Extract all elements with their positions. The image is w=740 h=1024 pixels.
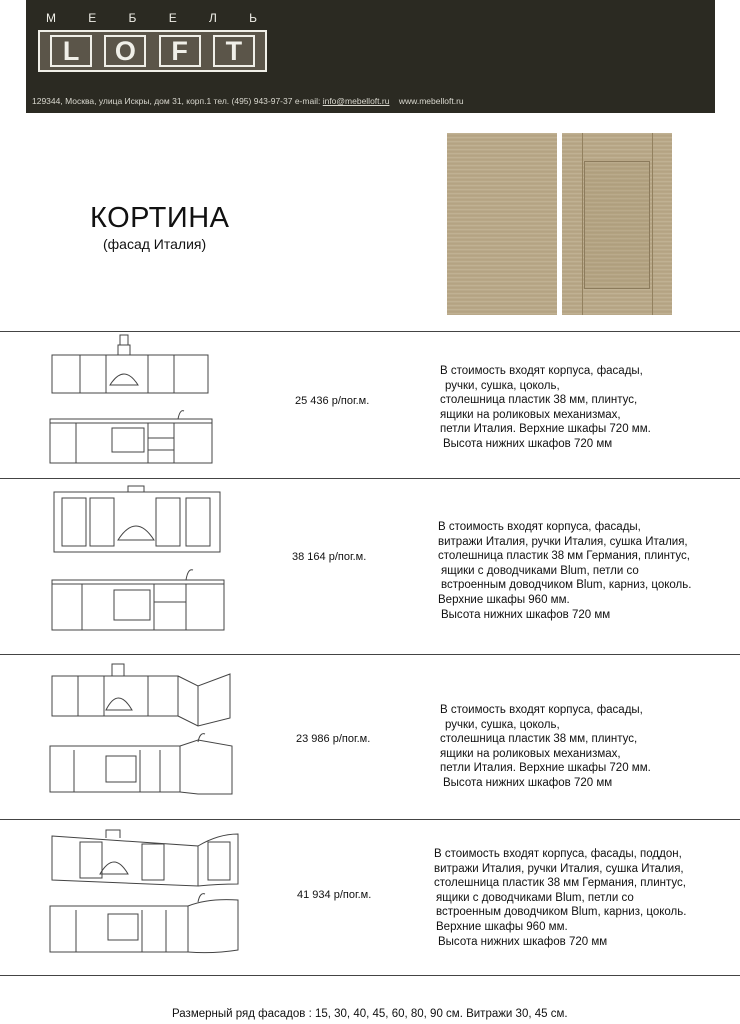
description-line: встроенным доводчиком Blum, карниз, цоколь. <box>436 906 687 919</box>
description-line: витражи Италия, ручки Италия, сушка Италия, <box>438 535 688 548</box>
description-line: ручки, сушка, цоколь, <box>445 718 560 731</box>
description-line: В стоимость входят корпуса, фасады, <box>440 365 643 377</box>
logo-top-letter: Б <box>128 11 139 25</box>
price: 23 986 р/пог.м. <box>296 733 371 745</box>
description-line: столешница пластик 38 мм Германия, плинтус, <box>438 550 690 563</box>
description-line: Высота нижних шкафов 720 мм <box>443 437 613 450</box>
logo-top-letter: М <box>46 11 58 25</box>
frame-stile <box>652 133 653 315</box>
row-divider <box>0 819 740 820</box>
kitchen-drawing-3 <box>48 660 238 805</box>
contact-info <box>32 96 464 106</box>
description <box>434 847 686 949</box>
email-link[interactable]: info@mebelloft.ru <box>322 96 390 106</box>
page-title: КОРТИНА <box>90 202 230 234</box>
description-line: столешница пластик 38 мм Германия, плинтус, <box>434 877 686 890</box>
description-line: ящики с доводчиками Blum, петли со <box>441 564 639 577</box>
description-line: ящики с доводчиками Blum, петли со <box>436 891 634 904</box>
logo-letter: L <box>50 35 92 67</box>
description-line: Верхние шкафы 960 мм. <box>436 920 568 933</box>
description <box>440 364 651 452</box>
description-line: петли Италия. Верхние шкафы 720 мм. <box>440 762 651 775</box>
logo-subtitle <box>38 8 267 28</box>
description-line: витражи Италия, ручки Италия, сушка Италия, <box>434 862 684 875</box>
kitchen-drawing-1 <box>48 333 218 473</box>
description-line: ящики на роликовых механизмах, <box>440 747 621 760</box>
description-line: встроенным доводчиком Blum, карниз, цоколь. <box>441 579 692 592</box>
spacer <box>389 96 398 106</box>
row-divider <box>0 331 740 332</box>
description-line: Высота нижних шкафов 720 мм <box>441 608 611 621</box>
description-line: столешница пластик 38 мм, плинтус, <box>440 394 638 407</box>
logo-letter: T <box>213 35 255 67</box>
row-divider <box>0 654 740 655</box>
description-line: В стоимость входят корпуса, фасады, поддон, <box>434 848 682 860</box>
description-line: Верхние шкафы 960 мм. <box>438 593 570 606</box>
kitchen-drawing-4 <box>48 828 243 968</box>
description-line: В стоимость входят корпуса, фасады, <box>440 704 643 716</box>
logo-top-letter: Ь <box>249 11 259 25</box>
logo-letter: F <box>159 35 201 67</box>
page-subtitle: (фасад Италия) <box>103 236 207 252</box>
logo-top-letter: Е <box>88 11 99 25</box>
frame-stile <box>582 133 583 315</box>
description-line: петли Италия. Верхние шкафы 720 мм. <box>440 423 651 436</box>
website-link[interactable]: www.mebelloft.ru <box>398 96 464 106</box>
description-line: Высота нижних шкафов 720 мм <box>438 935 608 948</box>
logo-top-letter: Л <box>208 11 219 25</box>
logo <box>38 30 267 72</box>
logo-top-letter: Е <box>168 11 179 25</box>
address-text: 129344, Москва, улица Искры, дом 31, корп.1 тел. (495) 943-97-37 e-mail: <box>32 96 323 106</box>
row-divider <box>0 478 740 479</box>
description-line: столешница пластик 38 мм, плинтус, <box>440 733 638 746</box>
facade-sizes-note: Размерный ряд фасадов : 15, 30, 40, 45, 60, 80, 90 см. Витражи 30, 45 см. <box>172 1008 568 1020</box>
price: 41 934 р/пог.м. <box>297 889 372 901</box>
description-line: В стоимость входят корпуса, фасады, <box>438 521 641 533</box>
price: 38 164 р/пог.м. <box>292 551 367 563</box>
wood-sample-framed <box>562 133 672 315</box>
price: 25 436 р/пог.м. <box>295 395 370 407</box>
wood-sample-plain <box>447 133 557 315</box>
description-line: ящики на роликовых механизмах, <box>440 408 621 421</box>
logo-letter: O <box>104 35 146 67</box>
header-banner <box>26 0 715 113</box>
description <box>438 520 691 622</box>
row-divider <box>0 975 740 976</box>
description-line: Высота нижних шкафов 720 мм <box>443 776 613 789</box>
kitchen-drawing-2 <box>48 484 228 644</box>
description-line: ручки, сушка, цоколь, <box>445 379 560 392</box>
description <box>440 703 651 791</box>
frame-panel <box>584 161 650 289</box>
